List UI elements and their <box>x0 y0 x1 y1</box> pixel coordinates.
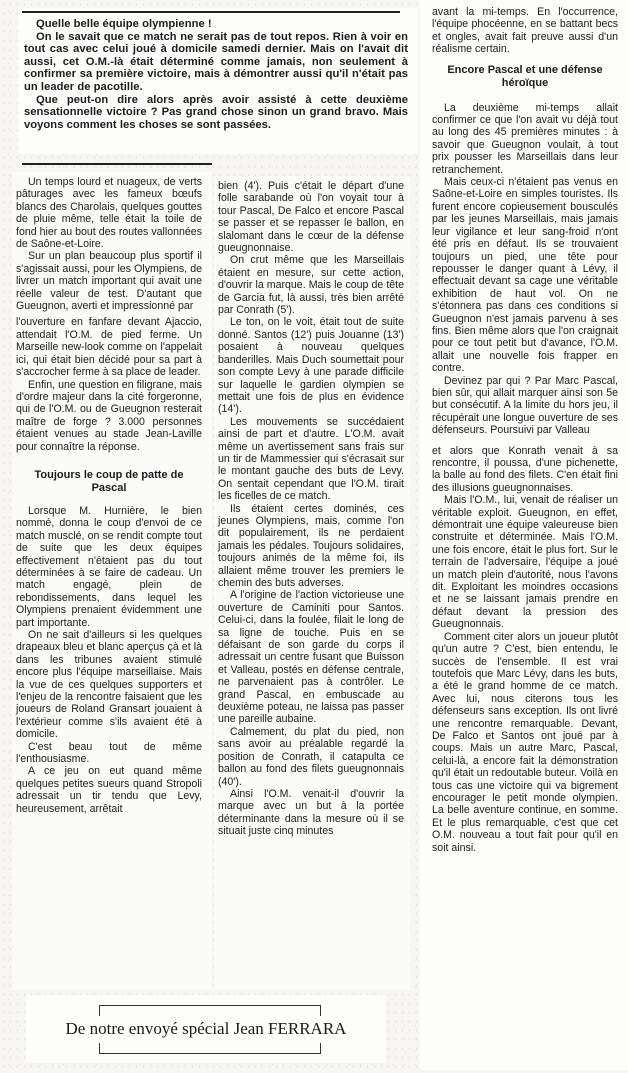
paragraph: A ce jeu on eut quand même quelques petites sueurs quand Stropoli adressait un tir tendu que Levy, heureusement, arrêtait <box>16 765 202 815</box>
paragraph: bien (4'). Puis c'était le départ d'une folle sarabande où l'on voyait tour à tour Pascal, De Falco et encore Pascal se passer et se repasser le ballon, en slalomant dans le cœur de la défense gueugnonnaise. <box>218 180 404 255</box>
subheading: Encore Pascal et une défense héroïque <box>447 63 603 89</box>
lead-paragraph: Que peut-on dire alors après avoir assisté à cette deuxième sensationnelle victoire ? Pas grand chose sinon un grand bravo. Mais voyons comment les choses se sont passées. <box>24 93 408 131</box>
bracket-top <box>99 1005 321 1016</box>
paragraph: La deuxième mi-temps allait confirmer ce que l'on avait vu déjà tout au long des 45 premières minutes : à savoir que Gueugnon voulait, à tout prix pousser les Marseillais dans leur retranchement. <box>432 101 618 176</box>
paragraph: Le ton, on le voit, était tout de suite donné. Santos (12') puis Jouanne (13') posaient à nouveau quelques banderilles. Mais Duch soumettait pour son compte Levy à une parade difficile sur laquelle le gardien olympien se mettait une fois de plus en évidence (14'). <box>218 316 404 416</box>
lead-paragraph: On le savait que ce match ne serait pas de tout repos. Rien à voir en tout cas avec celui joué à domicile samedi dernier. Mais on l'avait dit aussi, cet O.M.-là était déterminé comme jamais, non seulement à confirmer sa première victoire, mais à démontrer aussi qu'il n'était pas un leader de pacotille. <box>24 30 408 93</box>
column-2 <box>218 180 404 838</box>
lead-title: Quelle belle équipe olympienne ! <box>36 18 212 30</box>
byline-box <box>26 995 386 1063</box>
paragraph: Les mouvements se succédaient ainsi de part et d'autre. L'O.M. avait même un avertissement sans frais sur un tir de Mammessier qui s'écrasait sur le montant gauche des buts de Levy. On sentait cependant que l'O.M. tirait les ficelles de ce match. <box>218 415 404 503</box>
paragraph: Lorsque M. Hurnière, le bien nommé, donna le coup d'envoi de ce match musclé, on se rendit compte tout de suite que les deux équipes effectivement n'étaient pas du tout déterminées à se faire de cadeau. Un match engagé, plein de rebondissements, dans lequel les Olympiens prenaient évidemment une part importante. <box>16 504 202 629</box>
paragraph: et alors que Konrath venait à sa rencontre, il poussa, d'une pichenette, la balle au fond des filets. C'en était fini des illusions gueugnonnaises. <box>432 444 618 494</box>
lead-bottom-rule <box>22 163 212 165</box>
paragraph: Ainsi l'O.M. venait-il d'ouvrir la marque avec un but à la portée déterminante dans la mesure où il se situait juste cinq minutes <box>218 787 404 838</box>
paragraph: On crut même que les Marseillais étaient en mesure, sur cette action, d'ouvrir la marque. Mais le coup de tête de Garcia fut, là aussi, très bien arrêté par Conrath (5'). <box>218 254 404 317</box>
paragraph: Enfin, une question en filigrane, mais d'ordre majeur dans la cité forgeronne, qui de l'O.M. ou de Gueugnon resterait maître de forge ? 3.000 personnes étaient venues au stade Jean-Laville pour connaître la réponse. <box>16 378 202 453</box>
column-1 <box>16 176 202 815</box>
paragraph: Ils étaient certes dominés, ces jeunes Olympiens, mais, comme l'on dit populairement, ils ne perdaient jamais les pédales. Toujours solidaires, toujours animés de la même foi, ils allaient même trouver les premiers le chemin des buts adverses. <box>218 502 404 589</box>
paragraph: Sur un plan beaucoup plus sportif il s'agissait aussi, pour les Olympiens, de livrer un match important qui avait une réelle valeur de test. D'autant que Gueugnon, averti et impressionné par <box>16 250 202 313</box>
paragraph: Comment citer alors un joueur plutôt qu'un autre ? C'est, bien entendu, le succès de l'ensemble. Il est vrai toutefois que Marc Lévy, dans les buts, a été le grand homme de ce match. Avec lui, nous citerons tous les défenseurs sans exception. Ils ont livré une rencontre remarquable. Devant, De Falco et Santos ont joué par à coups. Mais un autre Marc, Pascal, celui-là, a encore fait la démonstration qu'il était un redoutable buteur. Voilà en tous cas une victoire qui va bigrement encourager le petit monde olympien. La belle aventure continue, en somme. Et le plus remarquable, c'est que cet O.M. nouveau a tout fait pour qu'il en soit ainsi. <box>432 630 618 854</box>
paragraph: On ne sait d'ailleurs si les quelques drapeaux bleu et blanc aperçus çà et là dans les tribunes avaient stimulé encore plus l'équipe marseillaise. Mais la vue de ces quelques supporters et l'enjeu de la rencontre faisaient que les joueurs de Roland Gransart jouaient à l'extérieur comme s'ils avaient été à domicile. <box>16 629 202 741</box>
paragraph: Mais l'O.M., lui, venait de réaliser un véritable exploit. Gueugnon, en effet, démontrait une équipe valeureuse bien construite et déterminée. Mais l'O.M. une fois encore, était le plus fort. Sur le terrain de l'adversaire, l'équipe a joué un match plein d'autorité, nous l'avons dit. Exploitant les moindres occasions et ne se laissant jamais prendre en défaut devant la pression des Gueugnonnais. <box>432 494 618 631</box>
paragraph: l'ouverture en fanfare devant Ajaccio, attendait l'O.M. de pied ferme. Un Marseille new-look comme on l'appelait ici, qui était bien décidé pour sa part à s'accrocher ferme à sa place de leader. <box>16 316 202 379</box>
paragraph: Devinez par qui ? Par Marc Pascal, bien sûr, qui allait marquer ainsi son 5e but consécutif. A la limite du hors jeu, il récupérait une longue ouverture de ses défenseurs. Poursuivi par Valleau <box>432 374 618 437</box>
paragraph: C'est beau tout de même l'enthousiasme. <box>16 740 202 766</box>
paragraph: Calmement, du plat du pied, non sans avoir au préalable regardé la position de Conrath, il catapulta ce ballon au fond des filets gueugnonnais (40'). <box>218 725 404 788</box>
subheading: Toujours le coup de patte de Pascal <box>34 468 184 494</box>
lead-section <box>24 18 408 131</box>
byline: De notre envoyé spécial Jean FERRARA <box>65 1019 347 1038</box>
paragraph: avant la mi-temps. En l'occurrence, l'équipe phocéenne, en se battant becs et ongles, avait fait preuve aussi d'un réalisme certain. <box>432 6 618 56</box>
paragraph: A l'origine de l'action victorieuse une ouverture de Caminiti pour Santos. Celui-ci, dans la foulée, filait le long de sa ligne de touche. Puis en se défaisant de son garde du corps il adressait un centre fusant que Buisson et Valleau, postés en défense centrale, ne parvenaient pas à contrôler. Le grand Pascal, en embuscade au deuxième poteau, ne laissa pas passer une pareille aubaine. <box>218 589 404 726</box>
bracket-bottom <box>99 1043 321 1054</box>
top-rule <box>22 11 400 13</box>
column-3 <box>432 6 618 854</box>
paragraph: Mais ceux-ci n'étaient pas venus en Saône-et-Loire en simples touristes. Ils furent encore copieusement bousculés par les jeunes Marseillais, mais jamais leur vigilance et leur sang-froid n'ont été pris en défaut. Ils se trouvaient toujours un pied, une tête pour repousser le danger quant à Lévy, il effectuait devant sa cage une véritable exhibition de haut vol. On ne s'étonnera pas dans ces conditions si Gueugnon n'est jamais parvenu à ses fins. Bien même alors que l'on craignait pour ce tout petit but d'avance, l'O.M. allait une nouvelle fois frapper en contre. <box>432 176 618 375</box>
paragraph: Un temps lourd et nuageux, de verts pâturages avec les fameux bœufs blancs des Charolais, quelques gouttes de pluie même, telle était la toile de fond hier au bout des routes vallonnées de Saône-et-Loire. <box>16 176 202 251</box>
